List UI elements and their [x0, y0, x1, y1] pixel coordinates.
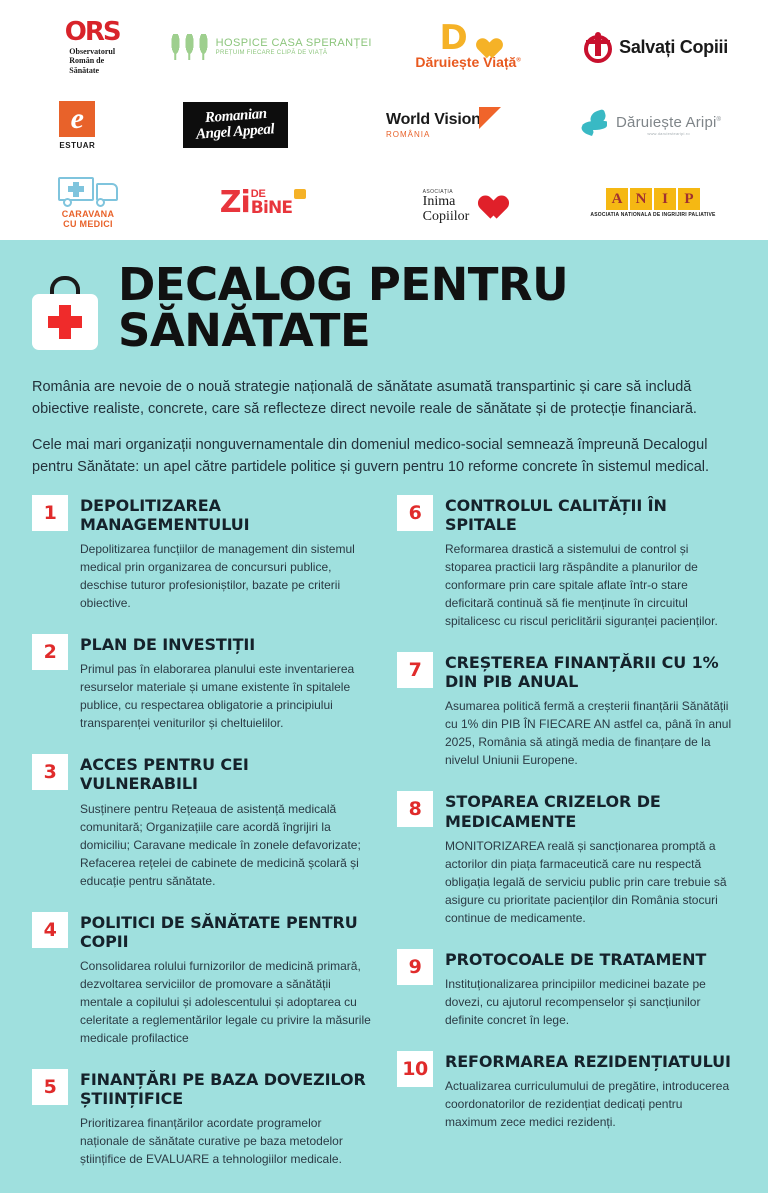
list-item — [32, 1069, 371, 1168]
logo-estuar — [18, 86, 137, 164]
intro-paragraph-2: Cele mai mari organizații nonguvernamentale din domeniul medico-social semnează împreună Decalogul pentru Sănătate: un apel către partidele politice și guvern pentru 10 reforme concrete în sistemul medical. — [32, 436, 710, 476]
item-title: POLITICI DE SĂNĂTATE PENTRU COPII — [80, 912, 358, 951]
item-description: MONITORIZAREA reală și sancționarea promptă a actorilor din piața farmaceutică care nu respectă obligația legală de serviciu public prin care trebuie să asigure cu prioritate pacienților din România stocuri continue de medicamente. — [445, 838, 727, 925]
item-description: Depolitizarea funcțiilor de management din sistemul medical prin organizarea de concursuri publice, deschise tuturor profesioniștilor, bazate pe criterii obiective. — [80, 542, 355, 611]
bine-text: BiNE — [250, 198, 293, 219]
daruieste-aripi-url: www.daruiestearipi.ro — [647, 131, 690, 136]
list-item — [397, 949, 736, 1029]
item-description: Instituționalizarea principiilor medicinei bazate pe dovezi, cu ajutorul recompenselor și sancțiunilor definite concret în lege. — [445, 976, 706, 1027]
asociatia-label: ASOCIAȚIA — [422, 189, 453, 196]
reforms-columns — [32, 495, 736, 1191]
logo-caravana-cu-medici — [18, 164, 158, 242]
hummingbird-icon — [581, 111, 613, 139]
list-item — [32, 634, 371, 732]
item-description: Primul pas în elaborarea planului este inventarierea resurselor materiale și umane existente în spitalele publice, cu respectarea obligatorie a principiului transparenței veniturilor și cheltuielilor. — [80, 662, 355, 731]
title-line-2: SĂNĂTATE — [118, 303, 371, 357]
anip-letters — [606, 188, 700, 210]
logo-ors — [18, 8, 166, 86]
medical-truck-icon — [58, 177, 118, 209]
world-vision-country: ROMÂNIA — [385, 130, 431, 139]
leaves-icon — [169, 34, 210, 60]
anip-letter-i: I — [654, 188, 676, 210]
ors-sub-line1: Observatorul — [69, 47, 116, 57]
logo-anip — [558, 164, 748, 242]
item-title: STOPAREA CRIZELOR DE MEDICAMENTE — [445, 792, 661, 831]
ors-sub-line2: Român de — [69, 56, 105, 66]
list-item — [397, 652, 736, 769]
item-number-badge: 6 — [397, 495, 433, 531]
main-content — [0, 240, 768, 1193]
item-number-badge: 3 — [32, 754, 68, 790]
list-item — [397, 791, 736, 926]
item-title: CREȘTEREA FINANȚĂRII CU 1% DIN PIB ANUAL — [445, 653, 719, 692]
ors-sub-line3: Sănătate — [69, 65, 100, 75]
list-item — [32, 495, 371, 612]
logo-row-1 — [18, 8, 750, 86]
caravana-line1: CARAVANA — [61, 209, 115, 220]
list-item — [32, 912, 371, 1047]
child-figure-icon — [584, 30, 612, 64]
salvati-copiii-name: Salvați Copiii — [619, 36, 728, 57]
item-number-badge: 2 — [32, 634, 68, 670]
de-text: DE — [250, 188, 266, 201]
logo-row-2 — [18, 86, 750, 164]
reforms-column-right — [397, 495, 736, 1191]
item-number-badge: 1 — [32, 495, 68, 531]
partner-logos-header — [0, 0, 768, 240]
estuar-mark: e — [59, 101, 95, 137]
logo-daruieste-viata — [374, 8, 562, 86]
page-title — [118, 258, 569, 357]
item-description: Asumarea politică fermă a creșterii finanțării Sănătății cu 1% din PIB ÎN FIECARE AN astfel ca, până în anul 2025, România să atingă media de finanțare de la nivelul Uniunii Europene. — [445, 699, 732, 768]
item-description: Reformarea drastică a sistemului de control și stoparea practicii larg răspândite a planurilor de conformare prin care spitale aflate într-o stare deficitară continuă să fie menținute în circuitul spitalicesc cu riscul periclitării siguranței pacienților. — [445, 542, 718, 629]
raa-line1: Romanian — [204, 106, 267, 127]
item-description: Consolidarea rolului furnizorilor de medicină primară, dezvoltarea serviciilor de promovare a sănătății mentale a copilului și adolescentului și adoptarea cu celeritate a reglementărilor legale cu privire la măsurile medicale profilactice — [80, 958, 371, 1045]
logo-salvati-copiii — [562, 8, 750, 86]
list-item — [397, 1051, 736, 1131]
item-title: ACCES PENTRU CEI VULNERABILI — [80, 755, 249, 794]
item-number-badge: 5 — [32, 1069, 68, 1105]
title-line-1: DECALOG PENTRU — [118, 258, 569, 311]
ors-mark: ORS — [64, 17, 120, 48]
item-number-badge: 9 — [397, 949, 433, 985]
item-number-badge: 4 — [32, 912, 68, 948]
gift-box-icon — [294, 189, 306, 199]
caravana-line2: CU MEDICI — [63, 218, 113, 229]
item-title: PROTOCOALE DE TRATAMENT — [445, 949, 707, 969]
estuar-name: ESTUAR — [59, 140, 96, 150]
world-vision-name: World Vision — [385, 111, 481, 128]
item-number-badge: 8 — [397, 791, 433, 827]
zi-text: Zi — [219, 185, 250, 221]
intro-paragraph-1: România are nevoie de o nouă strategie națională de sănătate asumată transpartinic și care să includă obiective realiste, concrete, care să reflecteze direct nevoile reale de sănătate și de protecție financiară. — [32, 378, 697, 418]
raa-line2: Angel Appeal — [195, 121, 276, 143]
heart-icon — [471, 26, 497, 50]
item-title: PLAN DE INVESTIȚII — [80, 635, 256, 655]
logo-row-3 — [18, 164, 750, 242]
item-number-badge: 10 — [397, 1051, 433, 1087]
inima-text: Inima — [422, 194, 456, 210]
broken-heart-balloon-icon — [471, 183, 503, 213]
list-item — [397, 495, 736, 630]
copiilor-text: Copiilor — [422, 209, 470, 224]
hospice-title: HOSPICE CASA SPERANȚEI — [215, 37, 372, 50]
daruieste-viata-mark — [439, 17, 496, 58]
intro-block — [32, 376, 736, 479]
world-vision-triangle-icon — [479, 107, 501, 129]
dv-letter-d: D — [439, 17, 468, 58]
anip-letter-p: P — [678, 188, 700, 210]
anip-subtitle: ASOCIATIA NATIONALA DE INGRIJIRI PALIATIVE — [590, 212, 716, 218]
list-item — [32, 754, 371, 889]
title-row — [32, 258, 736, 357]
first-aid-kit-icon — [32, 276, 98, 350]
daruieste-viata-name: Dăruiește Viață® — [415, 54, 521, 71]
logo-inima-copiilor — [368, 164, 558, 242]
item-description: Actualizarea curriculumului de pregătire, introducerea coordonatorilor de rezidențiat dedicați pentru maximum zece medici rezidenți. — [445, 1079, 730, 1130]
anip-letter-a: A — [606, 188, 628, 210]
logo-hospice-casa-sperantei — [166, 8, 374, 86]
anip-letter-n: N — [630, 188, 652, 210]
item-title: CONTROLUL CALITĂȚII ÎN SPITALE — [445, 495, 667, 534]
daruieste-aripi-name: Dăruiește Aripi® — [616, 114, 722, 131]
item-title: REFORMAREA REZIDENȚIATULUI — [445, 1051, 731, 1071]
reforms-column-left — [32, 495, 371, 1191]
logo-daruieste-aripi — [552, 86, 750, 164]
item-description: Prioritizarea finanțărilor acordate programelor naționale de sănătate curative pe baza metodelor științifice de EVALUARE a tehnologiilor medicale. — [80, 1116, 343, 1167]
item-number-badge: 7 — [397, 652, 433, 688]
logo-romanian-angel-appeal — [137, 86, 335, 164]
item-title: DEPOLITIZAREA MANAGEMENTULUI — [80, 495, 250, 534]
item-description: Susținere pentru Rețeaua de asistență medicală comunitară; Organizațiile care acordă îngrijiri la domiciliu; Caravane medicale în zonele defavorizate; Refacerea rețelei de cabinete de medicină școlară și educație pentru sănătate. — [80, 801, 361, 888]
logo-zi-de-bine — [158, 164, 368, 242]
item-title: FINANȚĂRI PE BAZA DOVEZILOR ȘTIINȚIFICE — [80, 1069, 366, 1109]
hospice-tagline: PREȚUIM FIECARE CLIPĂ DE VIAȚĂ — [215, 49, 328, 56]
logo-world-vision — [335, 86, 553, 164]
